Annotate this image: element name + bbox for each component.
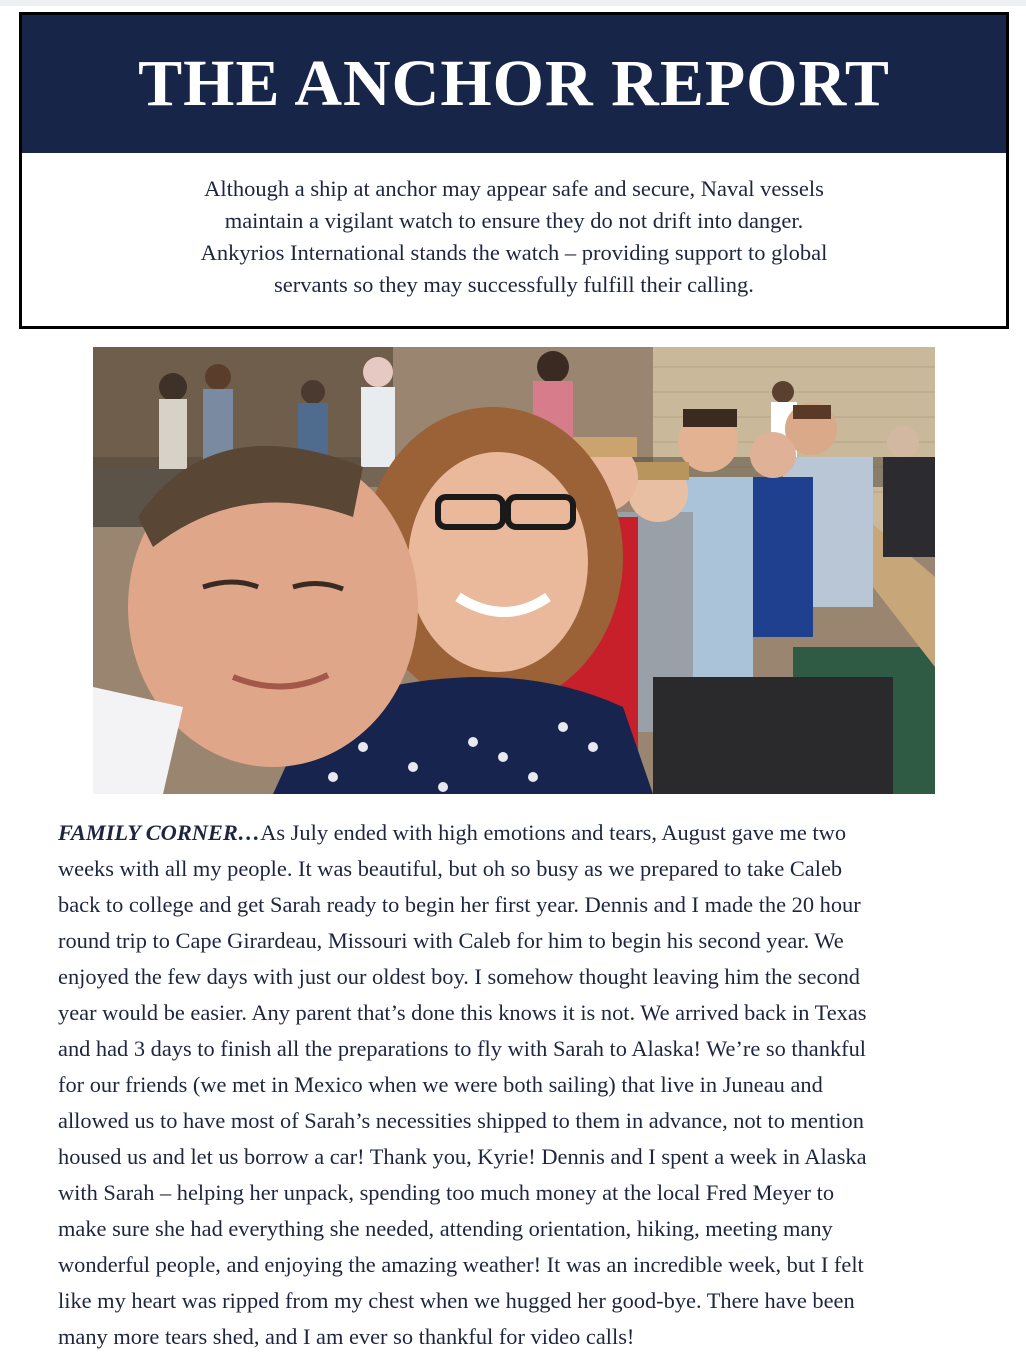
article-line: many more tears shed, and I am ever so thankful for video calls! — [58, 1324, 635, 1349]
article-line: year would be easier. Any parent that’s done this knows it is not. We arrived back in Texas — [58, 1000, 867, 1025]
article-line: wonderful people, and enjoying the amazing weather! It was an incredible week, but I felt — [58, 1252, 864, 1277]
article-line: for our friends (we met in Mexico when we were both sailing) that live in Juneau and — [58, 1072, 823, 1097]
mission-line: maintain a vigilant watch to ensure they do not drift into danger. — [224, 208, 804, 233]
mission-line: servants so they may successfully fulfill their calling. — [274, 272, 754, 297]
article-line — [58, 815, 970, 851]
article-line: with Sarah – helping her unpack, spending too much money at the local Fred Meyer to — [58, 1180, 835, 1205]
masthead-banner — [22, 15, 1006, 153]
mission-statement — [154, 173, 874, 301]
family-photo — [93, 347, 935, 794]
family-selfie-photo — [93, 347, 935, 794]
article-line: allowed us to have most of Sarah’s necessities shipped to them in advance, not to mention — [58, 1108, 864, 1133]
page-title: THE ANCHOR REPORT — [138, 47, 890, 120]
article-line: and had 3 days to finish all the preparations to fly with Sarah to Alaska! We’re so thankful — [58, 1036, 867, 1061]
article-line: make sure she had everything she needed, attending orientation, hiking, meeting many — [58, 1216, 833, 1241]
article-lead: FAMILY CORNER… — [58, 820, 261, 845]
family-corner-article — [58, 815, 970, 1355]
article-line: housed us and let us borrow a car! Thank you, Kyrie! Dennis and I spent a week in Alaska — [58, 1144, 867, 1169]
mission-line: Ankyrios International stands the watch – providing support to global — [200, 240, 828, 265]
article-line: round trip to Cape Girardeau, Missouri with Caleb for him to begin his second year. We — [58, 928, 844, 953]
article-line: enjoyed the few days with just our oldest boy. I somehow thought leaving him the second — [58, 964, 860, 989]
masthead-box — [19, 12, 1009, 329]
mission-line: Although a ship at anchor may appear safe and secure, Naval vessels — [204, 176, 824, 201]
top-divider — [0, 0, 1026, 6]
article-line: back to college and get Sarah ready to begin her first year. Dennis and I made the 20 hour — [58, 892, 861, 917]
article-line-text: As July ended with high emotions and tears, August gave me two — [260, 820, 847, 845]
article-line: like my heart was ripped from my chest when we hugged her good-bye. There have been — [58, 1288, 855, 1313]
article-line: weeks with all my people. It was beautiful, but oh so busy as we prepared to take Caleb — [58, 856, 843, 881]
